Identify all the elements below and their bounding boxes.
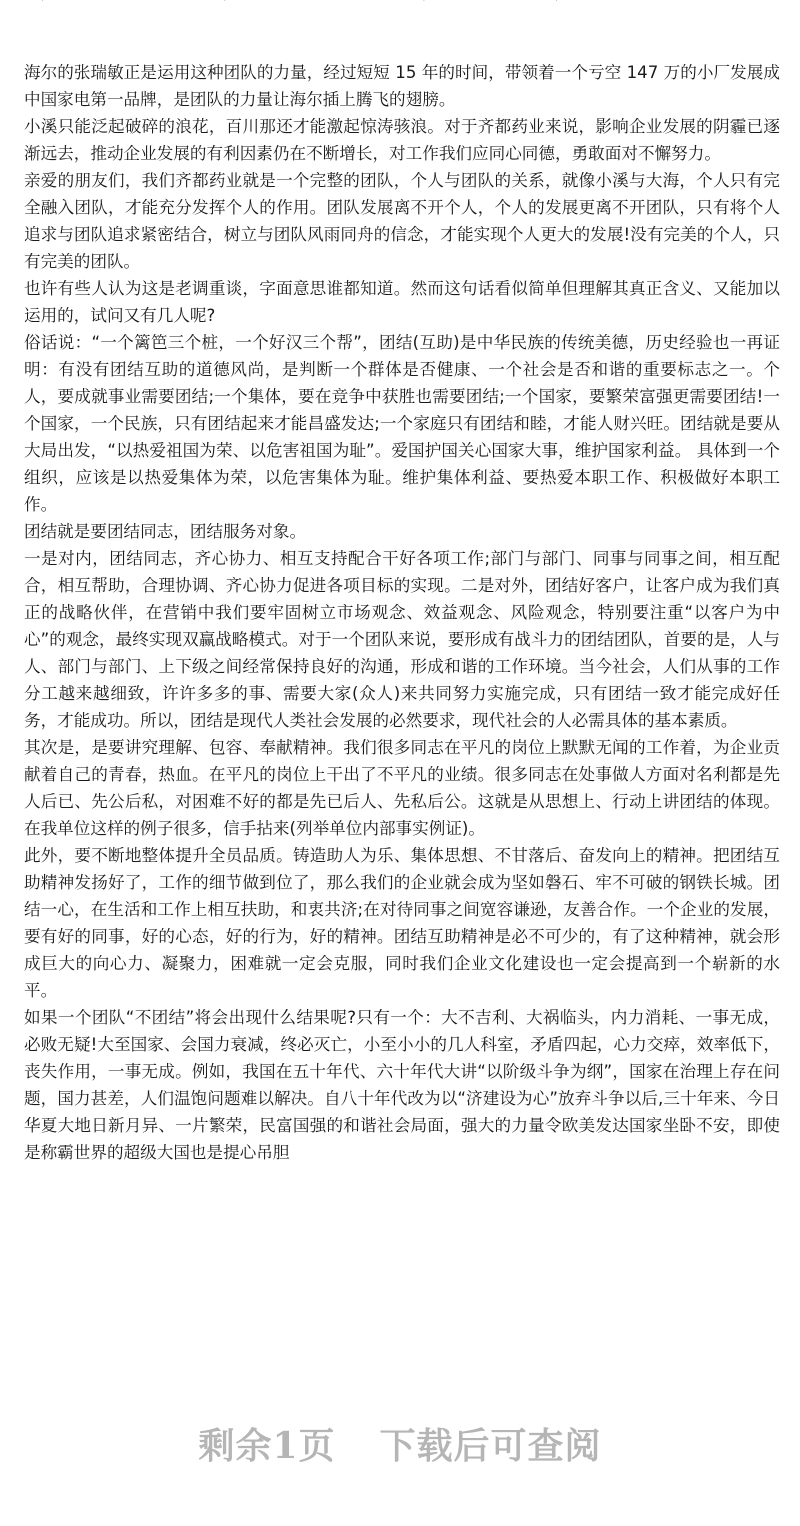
document-body <box>24 0 780 1166</box>
remaining-pages-label: 剩余1页 <box>198 1425 336 1467</box>
paragraph-unite-colleagues: 团结就是要团结同志，团结服务对象。 <box>24 522 307 541</box>
paragraph-secondly: 其次是，是要讲究理解、包容、奉献精神。我们很多同志在平凡的岗位上默默无闻的工作着，为企业贡献着自己的青春，热血。在平凡的岗位上干出了不平凡的业绩。很多同志在处事做人方面对名利都是先人后已、先公后私，对困难不好的都是先已后人、先私后公。这就是从思想上、行动上讲团结的体现。在我单位这样的例子很多，信手拈来(列举单位内部事实例证)。 <box>24 738 780 838</box>
paragraph-gap <box>24 5 780 59</box>
paragraph-intro-tail <box>24 0 780 5</box>
paragraph-internal-external: 一是对内，团结同志，齐心协力、相互支持配合干好各项工作;部门与部门、同事与同事之间，相互配合，相互帮助，合理协调、齐心协力促进各项目标的实现。二是对外，团结好客户，让客户成为我们真正的战略伙伴，在营销中我们要牢固树立市场观念、效益观念、风险观念，特别要注重“以客户为中心”的观念，最终实现双赢战略模式。对于一个团队来说，要形成有战斗力的团结团队，首要的是，人与人、部门与部门、上下级之间经常保持良好的沟通，形成和谐的工作环境。当今社会，人们从事的工作分工越来越细致，许许多多的事、需要大家(众人)来共同努力实施完成，只有团结一致才能完成好任务，才能成功。所以，团结是现代人类社会发展的必然要求，现代社会的人必需具体的基本素质。 <box>24 549 780 730</box>
download-prompt[interactable] <box>0 1418 800 1469</box>
download-to-view-label: 下载后可查阅 <box>379 1425 602 1467</box>
paragraph-streams: 小溪只能泛起破碎的浪花，百川那还才能激起惊涛骇浪。对于齐都药业来说，影响企业发展的阴霾已逐渐远去，推动企业发展的有利因素仍在不断增长，对工作我们应同心同德，勇敢面对不懈努力。 <box>24 117 780 163</box>
paragraph-friends: 亲爱的朋友们，我们齐都药业就是一个完整的团队，个人与团队的关系，就像小溪与大海，个人只有完全融入团队，才能充分发挥个人的作用。团队发展离不开个人，个人的发展更离不开团队，只有将个人追求与团队追求紧密结合，树立与团队风雨同舟的信念，才能实现个人更大的发展!没有完美的个人，只有完美的团队。 <box>24 171 780 271</box>
paragraph-haier: 海尔的张瑞敏正是运用这种团队的力量，经过短短 15 年的时间，带领着一个亏空 147 万的小厂发展成中国家电第一品牌，是团队的力量让海尔插上腾飞的翅膀。 <box>24 63 780 109</box>
paragraph-proverb: 俗话说：“一个篱笆三个桩，一个好汉三个帮”，团结(互助)是中华民族的传统美德，历史经验也一再证明：有没有团结互助的道德风尚，是判断一个群体是否健康、一个社会是否和谐的重要标志之一。个人，要成就事业需要团结;一个集体，要在竞争中获胜也需要团结;一个国家，要繁荣富强更需要团结!一个国家，一个民族，只有团结起来才能昌盛发达;一个家庭只有团结和睦，才能人财兴旺。团结就是要从大局出发，“以热爱祖国为荣、以危害祖国为耻”。爱国护国关心国家大事，维护国家利益。 具体到一个组织，应该是以热爱集体为荣，以危害集体为耻。维护集体利益、要热爱本职工作、积极做好本职工作。 <box>24 333 780 514</box>
paragraph-disunity: 如果一个团队“不团结”将会出现什么结果呢?只有一个：大不吉利、大祸临头，内力消耗、一事无成，必败无疑!大至国家、会国力衰减，终必灭亡，小至小小的几人科室，矛盾四起，心力交瘁，效率低下，丧失作用，一事无成。例如，我国在五十年代、六十年代大讲“以阶级斗争为纲”，国家在治理上存在问题，国力甚差，人们温饱问题难以解决。自八十年代改为以“济建设为心”放弃斗争以后,三十年来、今日华夏大地日新月异、一片繁荣，民富国强的和谐社会局面，强大的力量令欧美发达国家坐卧不安，即使是称霸世界的超级大国也是提心吊胆 <box>24 1008 780 1162</box>
paragraph-cliche: 也许有些人认为这是老调重谈，字面意思谁都知道。然而这句话看似简单但理解其真正含义、又能加以运用的，试问又有几人呢? <box>24 279 780 325</box>
paragraph-furthermore: 此外，要不断地整体提升全员品质。铸造助人为乐、集体思想、不甘落后、奋发向上的精神。把团结互助精神发扬好了，工作的细节做到位了，那么我们的企业就会成为坚如磐石、牢不可破的钢铁长城。团结一心，在生活和工作上相互扶助，和衷共济;在对待同事之间宽容谦逊，友善合作。一个企业的发展，要有好的同事，好的心态，好的行为，好的精神。团结互助精神是必不可少的，有了这种精神，就会形成巨大的向心力、凝聚力，困难就一定会克服，同时我们企业文化建设也一定会提高到一个崭新的水平。 <box>24 846 780 1000</box>
